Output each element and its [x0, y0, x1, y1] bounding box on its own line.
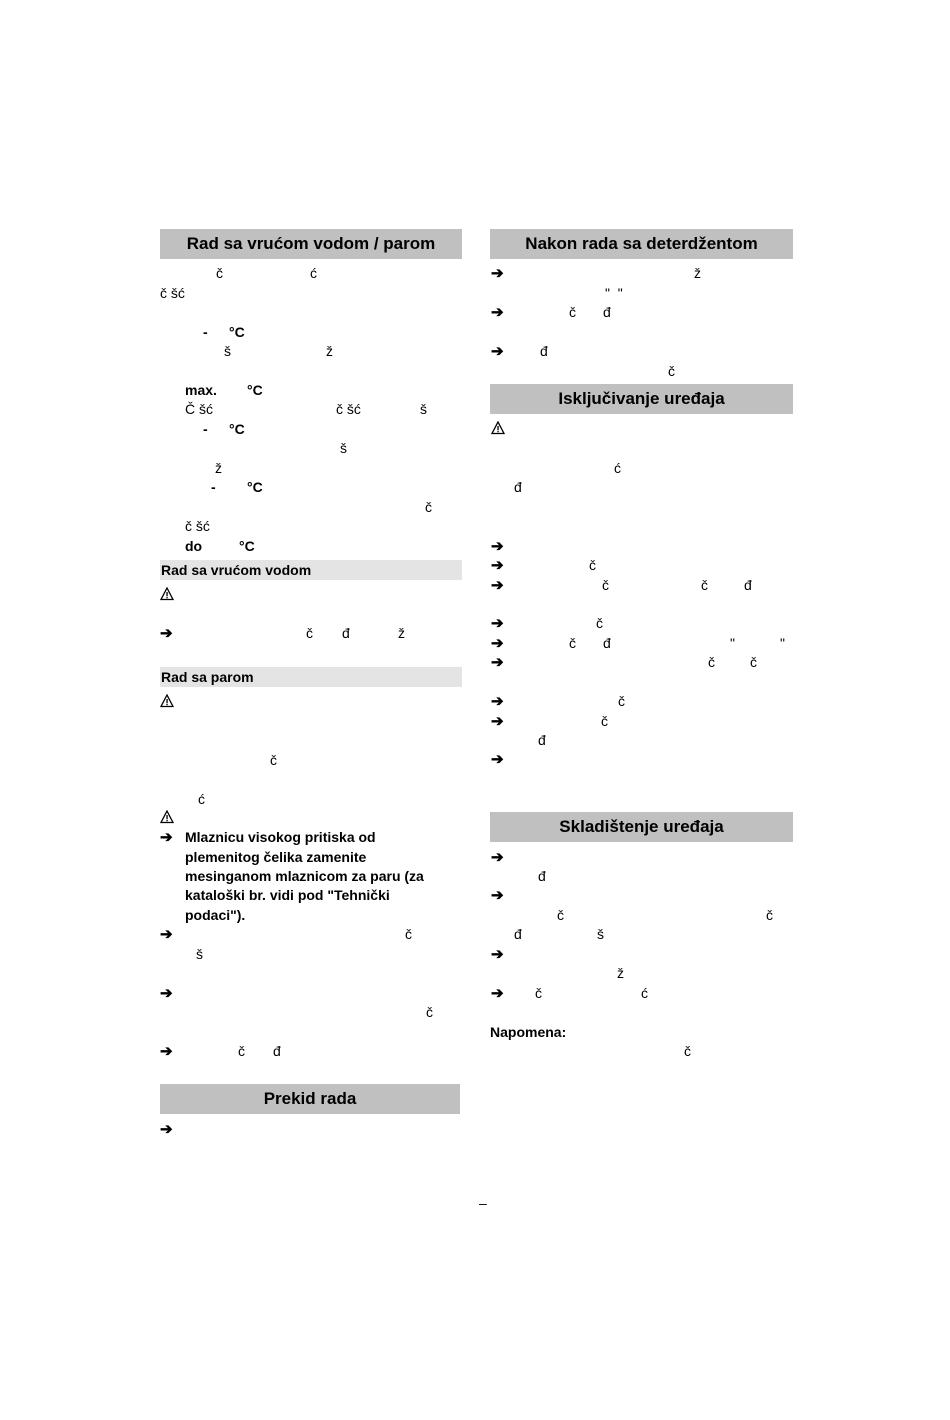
- temp-dash: -: [211, 479, 216, 495]
- section-heading-hot-water-steam: Rad sa vrućom vodom / parom: [160, 229, 462, 259]
- arrow-right-icon: ➔: [491, 635, 504, 652]
- text-fragment: ž: [617, 965, 624, 981]
- section-heading-switch-off: Isključivanje uređaja: [490, 384, 793, 414]
- text-fragment: đ: [514, 926, 522, 942]
- text-fragment: č: [708, 654, 715, 670]
- text-fragment: č: [766, 907, 773, 923]
- text-fragment: đ: [342, 625, 350, 641]
- text-fragment: č: [589, 557, 596, 573]
- text-fragment: ž: [326, 343, 333, 359]
- text-fragment: č: [684, 1043, 691, 1059]
- text-fragment: ž: [398, 625, 405, 641]
- section-heading-interruption: Prekid rada: [160, 1084, 460, 1114]
- temp-dash: -: [203, 324, 208, 340]
- warning-triangle-icon: [491, 421, 505, 435]
- arrow-right-icon: ➔: [160, 1043, 173, 1060]
- subheading-steam: Rad sa parom: [160, 667, 462, 687]
- nozzle-instruction-line: plemenitog čelika zamenite: [185, 849, 367, 865]
- section-heading-storage: Skladištenje uređaja: [490, 812, 793, 842]
- text-fragment: š: [224, 343, 231, 359]
- text-fragment: đ: [744, 577, 752, 593]
- text-fragment: Č šć: [185, 401, 213, 417]
- text-fragment: đ: [538, 868, 546, 884]
- text-fragment: č: [270, 752, 277, 768]
- text-fragment: ž: [694, 265, 701, 281]
- arrow-right-icon: ➔: [491, 557, 504, 574]
- arrow-right-icon: ➔: [491, 946, 504, 963]
- warning-triangle-icon: [160, 810, 174, 824]
- text-fragment: đ: [603, 635, 611, 651]
- note-label: Napomena:: [490, 1024, 567, 1040]
- text-fragment: č: [425, 499, 432, 515]
- temp-max: max.: [185, 382, 217, 398]
- text-fragment: č: [426, 1004, 433, 1020]
- arrow-right-icon: ➔: [491, 538, 504, 555]
- text-fragment: ": [780, 635, 785, 651]
- text-fragment: č: [596, 615, 603, 631]
- text-fragment: ć: [641, 985, 648, 1001]
- text-fragment: š: [597, 926, 604, 942]
- text-fragment: ž: [215, 460, 222, 476]
- subheading-hot-water: Rad sa vrućom vodom: [160, 560, 462, 580]
- text-fragment: č šć: [336, 401, 361, 417]
- arrow-right-icon: ➔: [491, 713, 504, 730]
- nozzle-instruction-line: podaci").: [185, 907, 246, 923]
- arrow-right-icon: ➔: [160, 926, 173, 943]
- arrow-right-icon: ➔: [160, 829, 173, 846]
- text-fragment: č: [601, 713, 608, 729]
- arrow-right-icon: ➔: [491, 985, 504, 1002]
- page-number: –: [479, 1195, 487, 1211]
- text-fragment: š: [196, 946, 203, 962]
- arrow-right-icon: ➔: [491, 304, 504, 321]
- warning-triangle-icon: [160, 694, 174, 708]
- temp-dash: -: [203, 421, 208, 437]
- text-fragment: ": [730, 635, 735, 651]
- text-fragment: č: [701, 577, 708, 593]
- text-fragment: " ": [605, 285, 623, 301]
- temp-unit: °C: [247, 382, 263, 398]
- arrow-right-icon: ➔: [491, 343, 504, 360]
- arrow-right-icon: ➔: [491, 887, 504, 904]
- text-fragment: č šć: [160, 285, 185, 301]
- text-fragment: č: [569, 304, 576, 320]
- arrow-right-icon: ➔: [491, 751, 504, 768]
- text-fragment: đ: [540, 343, 548, 359]
- text-fragment: đ: [514, 479, 522, 495]
- text-fragment: š: [420, 401, 427, 417]
- arrow-right-icon: ➔: [160, 1121, 173, 1138]
- text-fragment: ć: [614, 460, 621, 476]
- arrow-right-icon: ➔: [491, 615, 504, 632]
- text-fragment: č: [405, 926, 412, 942]
- text-fragment: č: [602, 577, 609, 593]
- nozzle-instruction-line: kataloški br. vidi pod "Tehnički: [185, 887, 390, 903]
- arrow-right-icon: ➔: [491, 265, 504, 282]
- text-fragment: č šć: [185, 518, 210, 534]
- arrow-right-icon: ➔: [160, 625, 173, 642]
- warning-triangle-icon: [160, 587, 174, 601]
- arrow-right-icon: ➔: [491, 693, 504, 710]
- text-fragment: č: [569, 635, 576, 651]
- text-fragment: đ: [603, 304, 611, 320]
- text-fragment: š: [340, 440, 347, 456]
- text-fragment: č: [216, 265, 223, 281]
- text-fragment: č: [238, 1043, 245, 1059]
- text-fragment: ć: [310, 265, 317, 281]
- text-fragment: č: [535, 985, 542, 1001]
- temp-unit: °C: [247, 479, 263, 495]
- nozzle-instruction-line: Mlaznicu visokog pritiska od: [185, 829, 376, 845]
- arrow-right-icon: ➔: [491, 849, 504, 866]
- arrow-right-icon: ➔: [491, 577, 504, 594]
- section-heading-after-detergent: Nakon rada sa deterdžentom: [490, 229, 793, 259]
- text-fragment: đ: [273, 1043, 281, 1059]
- text-fragment: č: [750, 654, 757, 670]
- text-fragment: č: [306, 625, 313, 641]
- text-fragment: đ: [538, 732, 546, 748]
- text-fragment: ć: [198, 791, 205, 807]
- temp-unit: °C: [229, 421, 245, 437]
- arrow-right-icon: ➔: [160, 985, 173, 1002]
- temp-do: do: [185, 538, 203, 554]
- arrow-right-icon: ➔: [491, 654, 504, 671]
- text-fragment: č: [557, 907, 564, 923]
- temp-unit: °C: [229, 324, 245, 340]
- temp-unit: °C: [239, 538, 255, 554]
- nozzle-instruction-line: mesinganom mlaznicom za paru (za: [185, 868, 424, 884]
- text-fragment: č: [668, 363, 675, 379]
- text-fragment: č: [618, 693, 625, 709]
